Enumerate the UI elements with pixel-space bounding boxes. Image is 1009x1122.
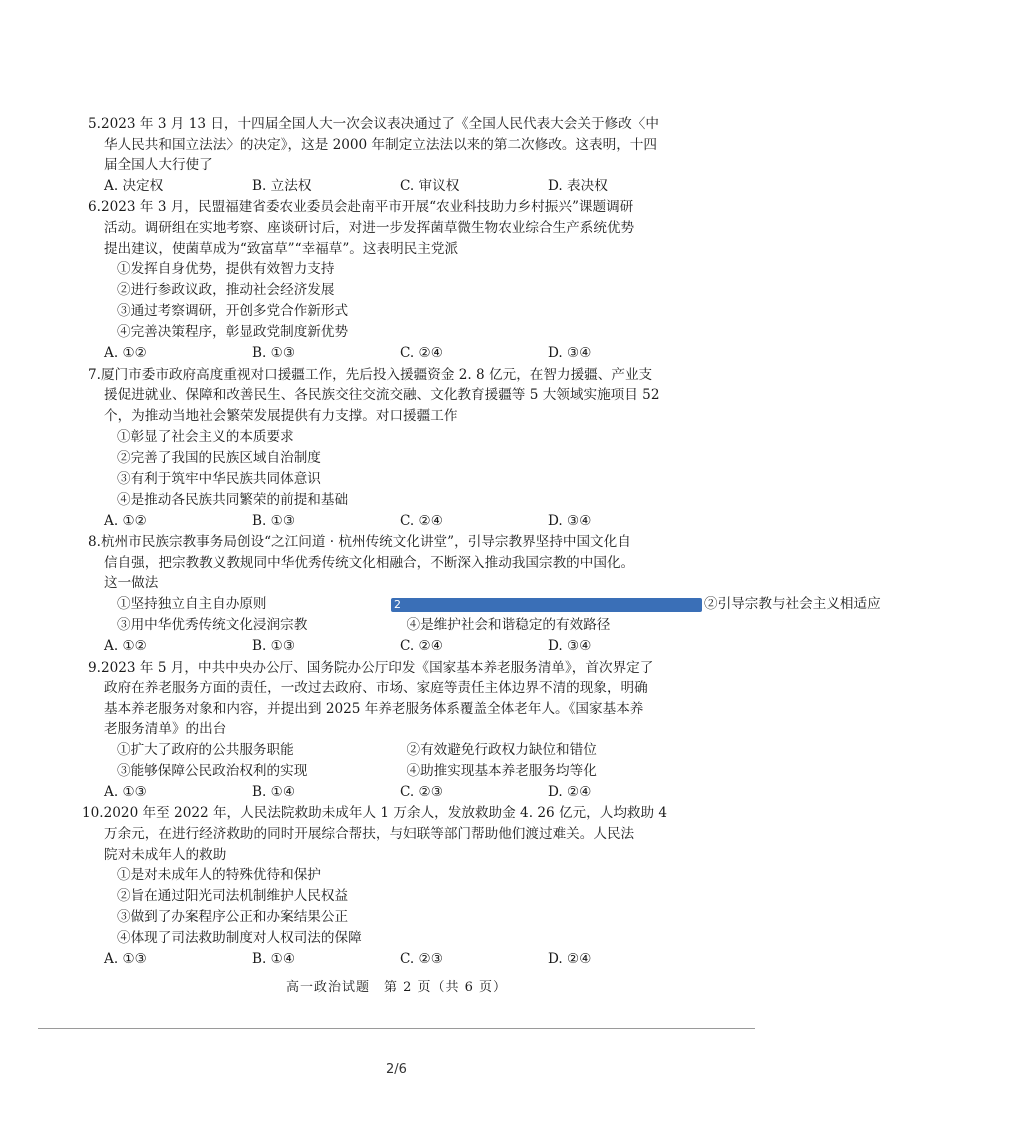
question-text-line: 2023 年 3 月，民盟福建省委农业委员会赴南平市开展“农业科技助力乡村振兴”课题调研 (100, 199, 634, 216)
option-b: B. ①③ (252, 637, 296, 654)
option-c: C. 审议权 (400, 177, 460, 194)
statement: ①发挥自身优势，提供有效智力支持 (117, 261, 335, 278)
question-text-line: 这一做法 (104, 575, 159, 592)
option-d: D. ③④ (548, 345, 592, 362)
option-b: B. ①④ (252, 951, 296, 968)
statement-row (104, 740, 696, 761)
statement: ③做到了办案程序公正和办案结果公正 (117, 909, 349, 926)
statement: ②旨在通过阳光司法机制维护人民权益 (117, 888, 349, 905)
statement: ④助推实现基本养老服务均等化 (406, 762, 597, 779)
question-text-line: 万余元，在进行经济救助的同时开展综合帮扶，与妇联等部门帮助他们渡过难关。人民法 (104, 826, 635, 843)
answer-options (104, 949, 696, 970)
statement: ③通过考察调研，开创多党合作新形式 (117, 303, 349, 320)
question-text-line: 政府在养老服务方面的责任，一改过去政府、市场、家庭等责任主体边界不清的现象，明确 (104, 680, 648, 697)
option-a: A. ①② (104, 345, 147, 362)
option-a: A. ①③ (104, 783, 147, 800)
option-c: C. ②④ (400, 512, 443, 529)
answer-options (104, 176, 696, 197)
statement: ①坚持独立自主自办原则 (117, 595, 267, 612)
question-number: 10. (82, 805, 104, 822)
question-number: 9. (88, 659, 101, 676)
question-text-line: 厦门市委市政府高度重视对口援疆工作，先后投入援疆资金 2. 8 亿元，在智力援疆、产业支 (100, 366, 653, 383)
statement: ②引导宗教与社会主义相适应 (704, 595, 881, 612)
statement-row (104, 594, 881, 615)
statement: ②有效避免行政权力缺位和错位 (406, 741, 597, 758)
option-d: D. ②④ (548, 951, 592, 968)
statement: ④是维护社会和谐稳定的有效路径 (406, 616, 611, 633)
question-10 (82, 803, 696, 969)
question-number: 5. (88, 116, 101, 132)
question-number: 8. (88, 534, 101, 551)
statement: ①彰显了社会主义的本质要求 (117, 428, 294, 445)
statement: ②完善了我国的民族区域自治制度 (117, 449, 321, 466)
question-text-line: 院对未成年人的救助 (104, 846, 227, 863)
question-text-line: 基本养老服务对象和内容，并提出到 2025 年养老服务体系覆盖全体老年人。《国家基本养 (104, 700, 644, 717)
option-d: D. ②④ (548, 783, 592, 800)
option-a: A. ①② (104, 512, 147, 529)
statement-with-badge (391, 594, 881, 615)
option-c: C. ②④ (400, 345, 443, 362)
statement: ④是推动各民族共同繁荣的前提和基础 (117, 491, 349, 508)
statement: ③用中华优秀传统文化浸润宗教 (117, 616, 308, 633)
question-text-line: 活动。调研组在实地考察、座谈研讨后，对进一步发挥菌草微生物农业综合生产系统优势 (104, 219, 635, 236)
page-footer: 高一政治试题 第 2 页（共 6 页） (285, 980, 508, 995)
question-5 (88, 114, 696, 196)
option-b: B. ①③ (252, 345, 296, 362)
statement: ④完善决策程序，彰显政党制度新优势 (117, 324, 349, 341)
option-d: D. 表决权 (548, 177, 608, 194)
question-list (82, 114, 881, 971)
question-text-line: 2020 年至 2022 年，人民法院救助未成年人 1 万余人，发放救助金 4. 26 亿元，人均救助 4 (103, 805, 668, 822)
question-number: 7. (88, 366, 101, 383)
question-text-line: 援促进就业、保障和改善民生、各民族交往交流交融、文化教育援疆等 5 大领域实施项目 52 (104, 387, 660, 404)
option-b: B. 立法权 (252, 177, 312, 194)
page-badge: 2 (391, 598, 702, 612)
option-c: C. ②③ (400, 783, 443, 800)
question-8 (88, 532, 881, 656)
statement: ③能够保障公民政治权利的实现 (117, 762, 308, 779)
option-a: A. ①③ (104, 951, 147, 968)
statement-row (104, 615, 696, 636)
page-indicator: 2/6 (386, 1062, 407, 1077)
answer-options (104, 343, 696, 364)
question-number: 6. (88, 199, 101, 216)
question-text-line: 华人民共和国立法法〉的决定》，这是 2000 年制定立法法以来的第二次修改。这表明，十四 (104, 136, 657, 153)
question-text-line: 2023 年 3 月 13 日，十四届全国人大一次会议表决通过了《全国人民代表大会关于修改〈中 (100, 116, 659, 132)
option-c: C. ②③ (400, 951, 443, 968)
answer-options (104, 636, 696, 657)
option-b: B. ①③ (252, 512, 296, 529)
question-7 (88, 365, 696, 531)
option-d: D. ③④ (548, 637, 592, 654)
question-text-line: 信自强，把宗教教义教规同中华优秀传统文化相融合，不断深入推动我国宗教的中国化。 (104, 554, 635, 571)
question-text-line: 2023 年 5 月，中共中央办公厅、国务院办公厅印发《国家基本养老服务清单》，首次界定了 (100, 659, 654, 676)
option-d: D. ③④ (548, 512, 592, 529)
question-text-line: 届全国人大行使了 (104, 157, 213, 174)
question-9 (88, 658, 696, 803)
option-a: A. 决定权 (104, 177, 164, 194)
statement: ④体现了司法救助制度对人权司法的保障 (117, 930, 362, 947)
answer-options (104, 782, 696, 803)
statement: ②进行参政议政，推动社会经济发展 (117, 282, 335, 299)
statement: ③有利于筑牢中华民族共同体意识 (117, 470, 321, 487)
statement-row (104, 761, 696, 782)
question-6 (88, 197, 696, 363)
page-divider (38, 1028, 755, 1029)
statement: ①扩大了政府的公共服务职能 (117, 741, 294, 758)
statement: ①是对未成年人的特殊优待和保护 (117, 867, 321, 884)
question-text-line: 杭州市民族宗教事务局创设“之江问道 · 杭州传统文化讲堂”，引导宗教界坚持中国文化自 (100, 534, 631, 551)
question-text-line: 提出建议，使菌草成为“致富草”“幸福草”。这表明民主党派 (104, 240, 459, 257)
answer-options (104, 511, 696, 532)
option-c: C. ②④ (400, 637, 443, 654)
option-a: A. ①② (104, 637, 147, 654)
question-text-line: 老服务清单》的出台 (104, 721, 227, 738)
question-text-line: 个，为推动当地社会繁荣发展提供有力支撑。对口援疆工作 (104, 407, 458, 424)
option-b: B. ①④ (252, 783, 296, 800)
